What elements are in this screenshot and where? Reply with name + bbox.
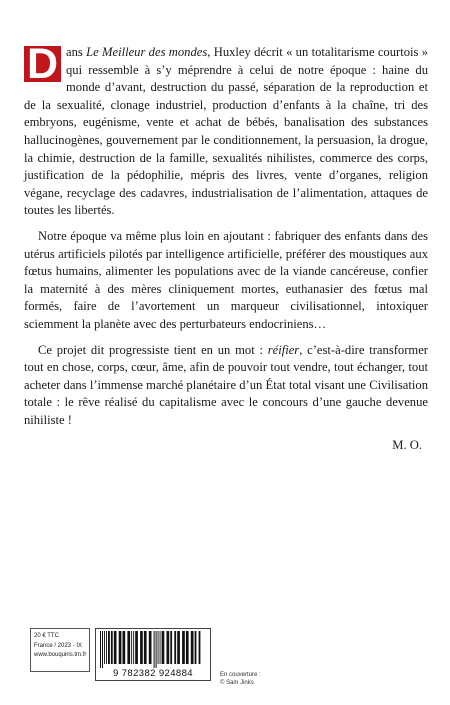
paragraph-3-emphasis: réifier: [267, 342, 300, 357]
blurb-text: [24, 40, 429, 463]
barcode-bar: [135, 631, 138, 664]
barcode-bar: [108, 631, 110, 664]
barcode-bar: [158, 631, 159, 664]
barcode-bar: [119, 631, 122, 664]
barcode-bar: [149, 631, 152, 664]
edition-info: France / 2023 - IX: [34, 642, 83, 649]
barcode-bar: [199, 631, 201, 664]
barcode-bar: [154, 631, 155, 671]
paragraph-1-lead: ans: [66, 45, 87, 59]
paragraph-3-after: , c’est-à-dire transformer tout en chose, corps, cœur, âme, afin de pouvoir tout vendre, tout échanger, tout acheter dans l’immense marché planétaire d’un État total visant une Civilisation totale : le rêve réalisé du capitalisme avec le concours d’une gauche devenue nihiliste !: [24, 342, 428, 427]
barcode-bar: [182, 631, 185, 664]
credit-artist: © Sam Jinks: [220, 680, 254, 686]
barcode-bar: [106, 631, 107, 664]
signature: M. O.: [392, 438, 422, 453]
barcode: [95, 628, 211, 681]
barcode-bar: [195, 631, 197, 664]
paragraph-1: [24, 40, 429, 220]
book-title: Le Meilleur des mondes: [86, 45, 208, 59]
barcode-bar: [104, 631, 105, 664]
barcode-bars: [98, 631, 208, 671]
barcode-bar: [127, 631, 130, 664]
barcode-bar: [133, 631, 134, 664]
barcode-bar: [174, 631, 176, 664]
barcode-bar: [162, 631, 165, 664]
barcode-bar: [123, 631, 126, 664]
credit-label: En couverture :: [220, 672, 261, 678]
barcode-bar: [156, 631, 157, 671]
barcode-bar: [102, 631, 103, 671]
barcode-bar: [144, 631, 147, 664]
barcode-bar: [186, 631, 189, 664]
paragraph-3: [24, 342, 428, 430]
barcode-bar: [114, 631, 117, 664]
paragraph-3-before: Ce projet dit progressiste tient en un mot :: [38, 342, 268, 357]
barcode-bar: [167, 631, 170, 664]
barcode-bar: [131, 631, 132, 664]
paragraph-1-rest: , Huxley décrit « un totalitarisme courtois » qui ressemble à s’y méprendre à celui de notre époque : haine du monde d’avant, destruction du passé, séparation de la reproduction et de la sexualité, clonage industriel, production d’enfants à la chaîne, tri des embryons, eugénisme, vente et achat de bébés, banalisation des substances hallucinogènes, gouvernement par le conditionnement, la persuasion, la drogue, la chimie, destruction de la famille, sexualités nihilistes, commerce des corps, justification de la pédophilie, mépris des livres, vente d’organes, religion végane, recyclage des cadavres, industrialisation de l’alimentation, attaques de toutes les libertés.: [24, 45, 429, 218]
barcode-bar: [191, 631, 194, 664]
barcode-bar: [111, 631, 113, 664]
cover-credit: [220, 671, 261, 687]
drop-cap: D: [24, 46, 61, 82]
barcode-number: 9 782382 924884: [98, 668, 208, 679]
barcode-bar: [160, 631, 161, 664]
price-box: [30, 628, 90, 672]
barcode-bar: [170, 631, 172, 664]
publisher-url: www.bouquins.tm.fr: [34, 652, 87, 658]
barcode-bar: [177, 631, 180, 664]
barcode-bar: [140, 631, 143, 664]
paragraph-2: Notre époque va même plus loin en ajoutant : fabriquer des enfants dans des utérus artificiels pilotés par intelligence artificielle, préférer des moustiques aux fœtus humains, alimenter les populations avec de la viande cancéreuse, confier la maternité à des mères cliniquement mortes, euthanasier des fœtus mal formés, faire de l’avortement un marqueur civilisationnel, intoxiquer sciemment la planète avec des perturbateurs endocriniens…: [24, 228, 428, 331]
price: 20 € TTC: [34, 633, 59, 639]
barcode-bar: [100, 631, 101, 671]
